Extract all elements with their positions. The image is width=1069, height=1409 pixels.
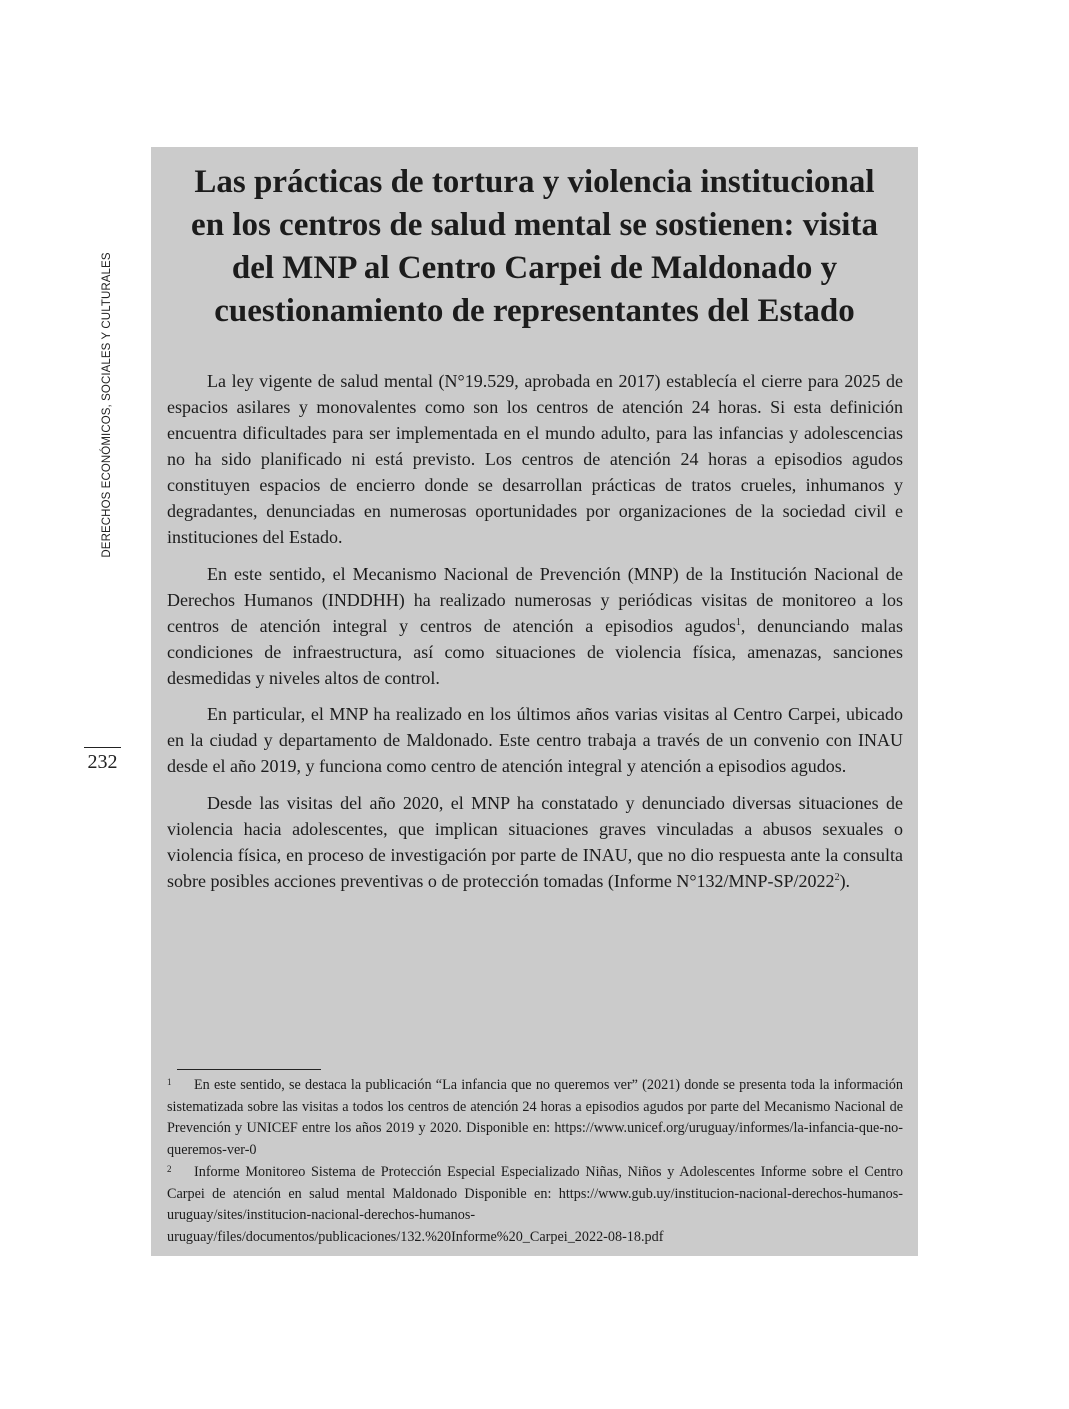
footnote-text: En este sentido, se destaca la publicación “La infancia que no queremos ver” (2021) donde se presenta toda la información sistematizada sobre las visitas a todos los centros de atención 24 horas a episodios agudos por parte del Mecanismo Nacional de Prevención y UNICEF entre los años 2019 y 2020. Disponible en: https://www.unicef.org/uruguay/informes/la-infancia-que-no-queremos-ver-0 <box>167 1077 903 1159</box>
body-paragraph <box>167 561 903 691</box>
paragraph-text: ). <box>839 870 851 891</box>
page-number: 232 <box>87 751 118 773</box>
title-line: del MNP al Centro Carpei de Maldonado y <box>231 250 838 286</box>
paragraph-text: La ley vigente de salud mental (N°19.529, aprobada en 2017) establecía el cierre para 2025 de espacios asilares y monovalentes como son los centros de atención 24 horas. Si esta definición encuentra dificultades para ser implementada en el mundo adulto, para las infancias y adolescencias no ha sido planificado ni está previsto. Los centros de atención 24 horas a episodios agudos constituyen espacios de encierro donde se desarrollan prácticas de tratos crueles, inhumanos y degradantes, denunciadas en numerosas oportunidades por organizaciones de la sociedad civil e instituciones del Estado. <box>167 371 903 547</box>
article-title <box>181 161 888 333</box>
footnotes <box>167 1075 903 1249</box>
paragraph-text: En este sentido, el Mecanismo Nacional de Prevención (MNP) de la Institución Nacional de Derechos Humanos (INDDHH) ha realizado numerosas y periódicas visitas de monitoreo a los centros de atención integral y centros de atención a episodios agudos <box>167 563 903 636</box>
page-number-rule <box>84 747 121 748</box>
footnote-text: Informe Monitoreo Sistema de Protección Especial Especializado Niñas, Niños y Adolescentes Informe sobre el Centro Carpei de atención en salud mental Maldonado Disponible en: https://www.gub.uy/institucion-nacional-derechos-humanos-uruguay/sites/institucion-nacional-derechos-humanos-uruguay/files/documentos/publicaciones/132.%20Informe%20_Carpei_2022-08-18.pdf <box>167 1163 903 1245</box>
title-line: cuestionamiento de representantes del Estado <box>214 293 855 329</box>
running-head-text: DERECHOS ECONÓMICOS, SOCIALES Y CULTURALES <box>101 252 113 558</box>
title-line: en los centros de salud mental se sostienen: visita <box>191 207 878 243</box>
footnote-reference[interactable]: 1 <box>735 616 741 628</box>
footnote: 2 Informe Monitoreo Sistema de Protección Especial Especializado Niñas, Niños y Adolescentes Informe sobre el Centro Carpei de atención en salud mental Maldonado Disponible en: https://www.gub.uy/institucion-nacional-derechos-humanos-uruguay/sites/institucion-nacional-derechos-humanos-uruguay/files/documentos/publicaciones/132.%20Informe%20_Carpei_2022-08-18.pdf <box>167 1163 903 1245</box>
paragraph-text: , denunciando malas condiciones de infraestructura, así como situaciones de violencia física, amenazas, sanciones desmedidas y niveles altos de control. <box>167 615 903 688</box>
footnote-reference[interactable]: 2 <box>834 871 840 883</box>
article-box <box>151 147 918 1256</box>
title-line: Las prácticas de tortura y violencia institucional <box>194 164 875 200</box>
body-paragraph <box>167 368 903 550</box>
footnote: 1 En este sentido, se destaca la publicación “La infancia que no queremos ver” (2021) donde se presenta toda la información sistematizada sobre las visitas a todos los centros de atención 24 horas a episodios agudos por parte del Mecanismo Nacional de Prevención y UNICEF entre los años 2019 y 2020. Disponible en: https://www.unicef.org/uruguay/informes/la-infancia-que-no-queremos-ver-0 <box>167 1077 903 1159</box>
article-body <box>167 368 903 904</box>
paragraph-text: En particular, el MNP ha realizado en los últimos años varias visitas al Centro Carpei, ubicado en la ciudad y departamento de Maldonado. Este centro trabaja a través de un convenio con INAU desde el año 2019, y funciona como centro de atención integral y atención a episodios agudos. <box>167 704 903 776</box>
running-head <box>99 245 115 565</box>
paragraph-text: Desde las visitas del año 2020, el MNP ha constatado y denunciado diversas situaciones de violencia hacia adolescentes, que implican situaciones graves vinculadas a abusos sexuales o violencia física, en proceso de investigación por parte de INAU, que no dio respuesta ante la consulta sobre posibles acciones preventivas o de protección tomadas (Informe N°132/MNP-SP/2022 <box>167 792 903 891</box>
footnote-separator <box>177 1069 321 1070</box>
body-paragraph <box>167 790 903 894</box>
body-paragraph <box>167 701 903 779</box>
